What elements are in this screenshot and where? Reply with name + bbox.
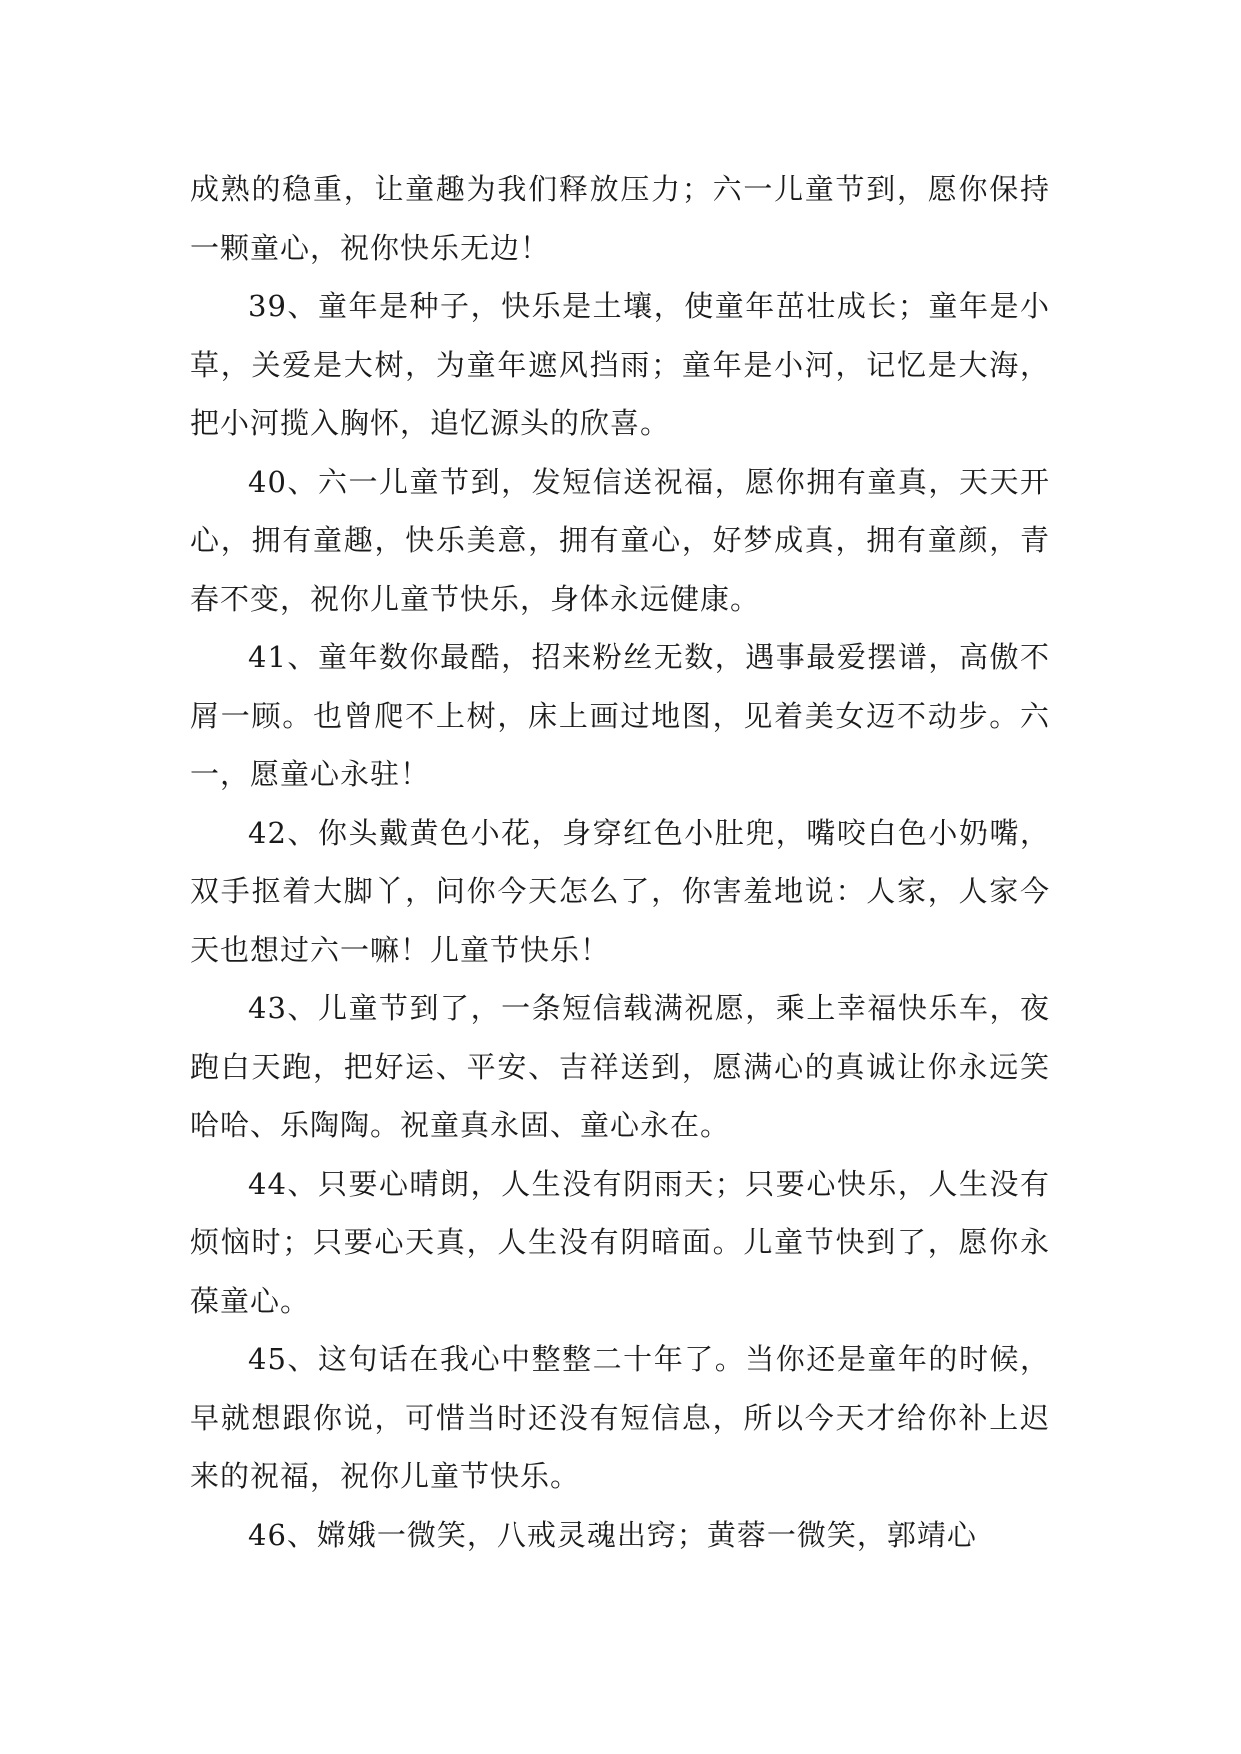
paragraph-42: 42、你头戴黄色小花，身穿红色小肚兜，嘴咬白色小奶嘴，双手抠着大脚丫，问你今天怎么了，你害羞地说：人家，人家今天也想过六一嘛！儿童节快乐！ <box>190 815 1050 967</box>
paragraph-46: 46、嫦娥一微笑，八戒灵魂出窍；黄蓉一微笑，郭靖心 <box>248 1517 977 1552</box>
document-body <box>190 160 1050 1564</box>
paragraph-41: 41、童年数你最酷，招来粉丝无数，遇事最爱摆谱，高傲不屑一顾。也曾爬不上树，床上画过地图，见着美女迈不动步。六一，愿童心永驻！ <box>190 640 1050 791</box>
paragraph-45: 45、这句话在我心中整整二十年了。当你还是童年的时候，早就想跟你说，可惜当时还没有短信息，所以今天才给你补上迟来的祝福，祝你儿童节快乐。 <box>190 1342 1050 1493</box>
paragraph-39: 39、童年是种子，快乐是土壤，使童年茁壮成长；童年是小草，关爱是大树，为童年遮风挡雨；童年是小河，记忆是大海，把小河揽入胸怀，追忆源头的欣喜。 <box>190 289 1050 440</box>
paragraph-43: 43、儿童节到了，一条短信载满祝愿，乘上幸福快乐车，夜跑白天跑，把好运、平安、吉祥送到，愿满心的真诚让你永远笑哈哈、乐陶陶。祝童真永固、童心永在。 <box>190 991 1050 1142</box>
paragraph-40: 40、六一儿童节到，发短信送祝福，愿你拥有童真，天天开心，拥有童趣，快乐美意，拥有童心，好梦成真，拥有童颜，青春不变，祝你儿童节快乐，身体永远健康。 <box>190 464 1050 616</box>
paragraph-continuation: 成熟的稳重，让童趣为我们释放压力；六一儿童节到，愿你保持一颗童心，祝你快乐无边！ <box>190 172 1050 265</box>
paragraph-44: 44、只要心晴朗，人生没有阴雨天；只要心快乐，人生没有烦恼时；只要心天真，人生没有阴暗面。儿童节快到了，愿你永葆童心。 <box>190 1166 1050 1318</box>
